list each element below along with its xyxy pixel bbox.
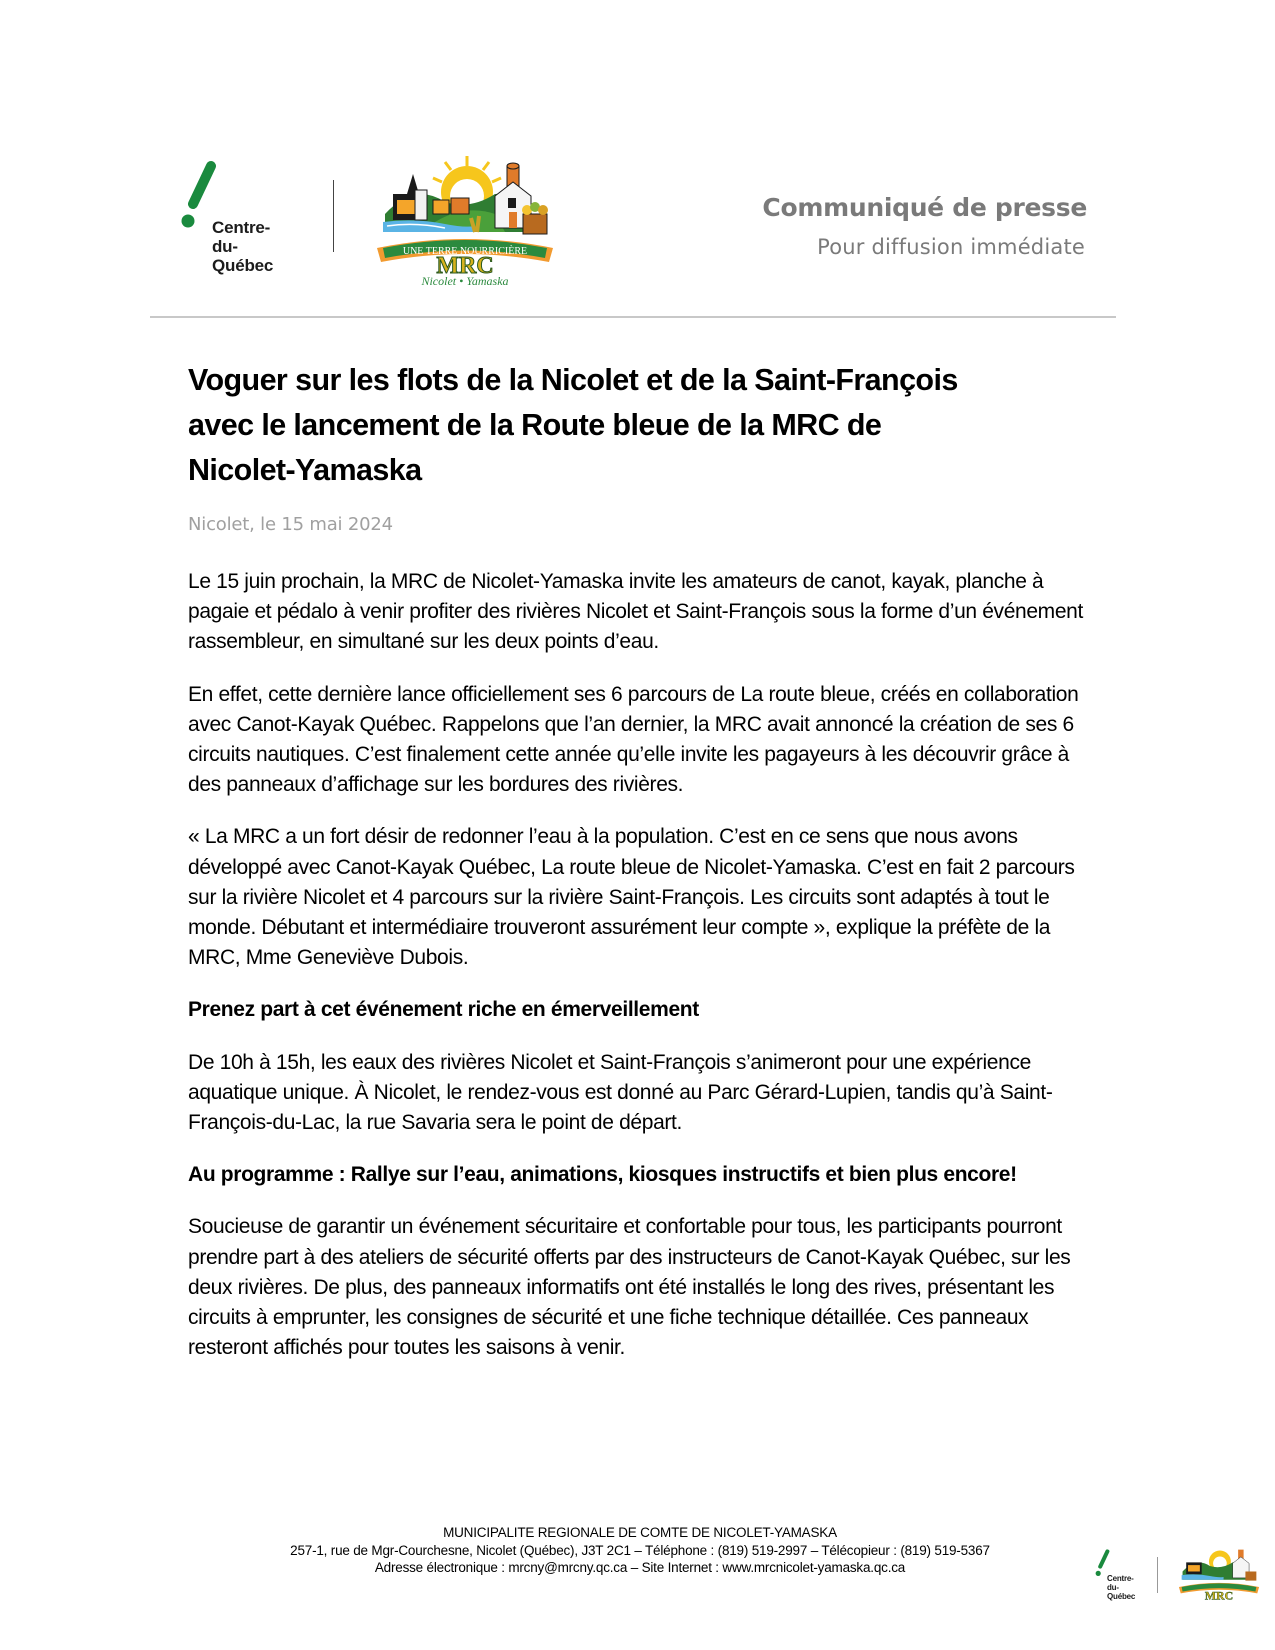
mrc-script-text: Nicolet • Yamaska — [421, 274, 509, 287]
footer-contact: Adresse électronique : mrcny@mrcny.qc.ca – Site Internet : www.mrcnicolet-yamaska.qc.ca — [374, 1560, 906, 1575]
cdq-line-1: Centre- — [1107, 1574, 1134, 1583]
harvest-basket-icon — [522, 202, 548, 234]
cdq-logo-text — [1107, 1574, 1135, 1601]
footer-logo-divider — [1157, 1557, 1158, 1593]
centre-du-quebec-logo — [180, 160, 290, 285]
title-line: Nicolet-Yamaska — [188, 453, 422, 487]
footer-org-name: MUNICIPALITE REGIONALE DE COMTE DE NICOLET-YAMASKA — [443, 1525, 837, 1540]
footer-contact-block — [200, 1524, 1080, 1577]
cdq-line-3: Québec — [1107, 1592, 1136, 1601]
cdq-line-2: du- — [1107, 1583, 1119, 1592]
article-body — [188, 567, 1093, 1385]
mrc-banner-text: UNE TERRE NOURRICIÈRE — [402, 246, 528, 257]
paragraph: En effet, cette dernière lance officiellement ses 6 parcours de La route bleue, créés en collaboration avec Canot-Kayak Québec. Rappelons que l’an dernier, la MRC avait annoncé la création de ses 6 circuits nautiques. C’est finalement cette année qu’elle invite les pagayeurs à les découvrir grâce à des panneaux d’affichage sur les bordures des rivières. — [188, 682, 1079, 797]
footer-centre-du-quebec-logo — [1095, 1548, 1155, 1618]
quote-paragraph: « La MRC a un fort désir de redonner l’eau à la population. C’est en ce sens que nous avons développé avec Canot-Kayak Québec, La route bleue de Nicolet-Yamaska. C’est en fait 2 parcours sur la rivière Nicolet et 4 parcours sur la rivière Saint-François. Les circuits sont adaptés à tout le monde. Débutant et intermédiaire trouveront assurément leur compte », explique la préfète de la MRC, Mme Geneviève Dubois. — [188, 825, 1075, 970]
immediate-release-label: Pour diffusion immédiate — [817, 235, 1085, 259]
section-heading: Au programme : Rallye sur l’eau, animations, kiosques instructifs et bien plus encore! — [188, 1163, 1017, 1187]
section-heading: Prenez part à cet événement riche en émerveillement — [188, 998, 699, 1022]
header-divider-rule — [150, 316, 1116, 318]
mrc-nicolet-yamaska-logo — [375, 152, 555, 287]
cdq-line-1: Centre- — [212, 218, 271, 237]
footer-address: 257-1, rue de Mgr-Courchesne, Nicolet (Québec), J3T 2C1 – Téléphone : (819) 519-2997 – Télécopieur : (819) 519-5367 — [290, 1542, 990, 1558]
paragraph: Le 15 juin prochain, la MRC de Nicolet-Yamaska invite les amateurs de canot, kayak, planche à pagaie et pédalo à venir profiter des rivières Nicolet et Saint-François sous la forme d’un événement rassembleur, en simultané sur les deux points d’eau. — [188, 570, 1083, 654]
cdq-line-2: du- — [212, 237, 238, 256]
cdq-line-3: Québec — [212, 256, 274, 275]
church-icon — [393, 174, 427, 220]
paragraph: De 10h à 15h, les eaux des rivières Nicolet et Saint-François s’animeront pour une expérience aquatique unique. À Nicolet, le rendez-vous est donné au Parc Gérard-Lupien, tandis qu’à Saint-François-du-Lac, la rue Savaria sera le point de départ. — [188, 1050, 1053, 1135]
mrc-acronym: MRC — [1204, 1588, 1234, 1603]
article-title — [188, 358, 1088, 493]
footer-mrc-logo — [1178, 1540, 1260, 1608]
logo-divider — [333, 180, 334, 252]
title-line: avec le lancement de la Route bleue de la MRC de — [188, 408, 882, 442]
cdq-logo-text — [212, 218, 273, 275]
dateline: Nicolet, le 15 mai 2024 — [188, 514, 393, 535]
title-line: Voguer sur les flots de la Nicolet et de la Saint-François — [188, 363, 958, 397]
press-release-label: Communiqué de presse — [762, 193, 1087, 222]
mrc-acronym: MRC — [436, 253, 494, 279]
paragraph: Soucieuse de garantir un événement sécuritaire et confortable pour tous, les participants pourront prendre part à des ateliers de sécurité offerts par des instructeurs de Canot-Kayak Québec, sur les deux rivières. De plus, des panneaux informatifs ont été installés le long des rives, présentant les circuits à emprunter, les consignes de sécurité et une fiche technique détaillée. Ces panneaux resteront affichés pour toutes les saisons à venir. — [188, 1215, 1071, 1360]
